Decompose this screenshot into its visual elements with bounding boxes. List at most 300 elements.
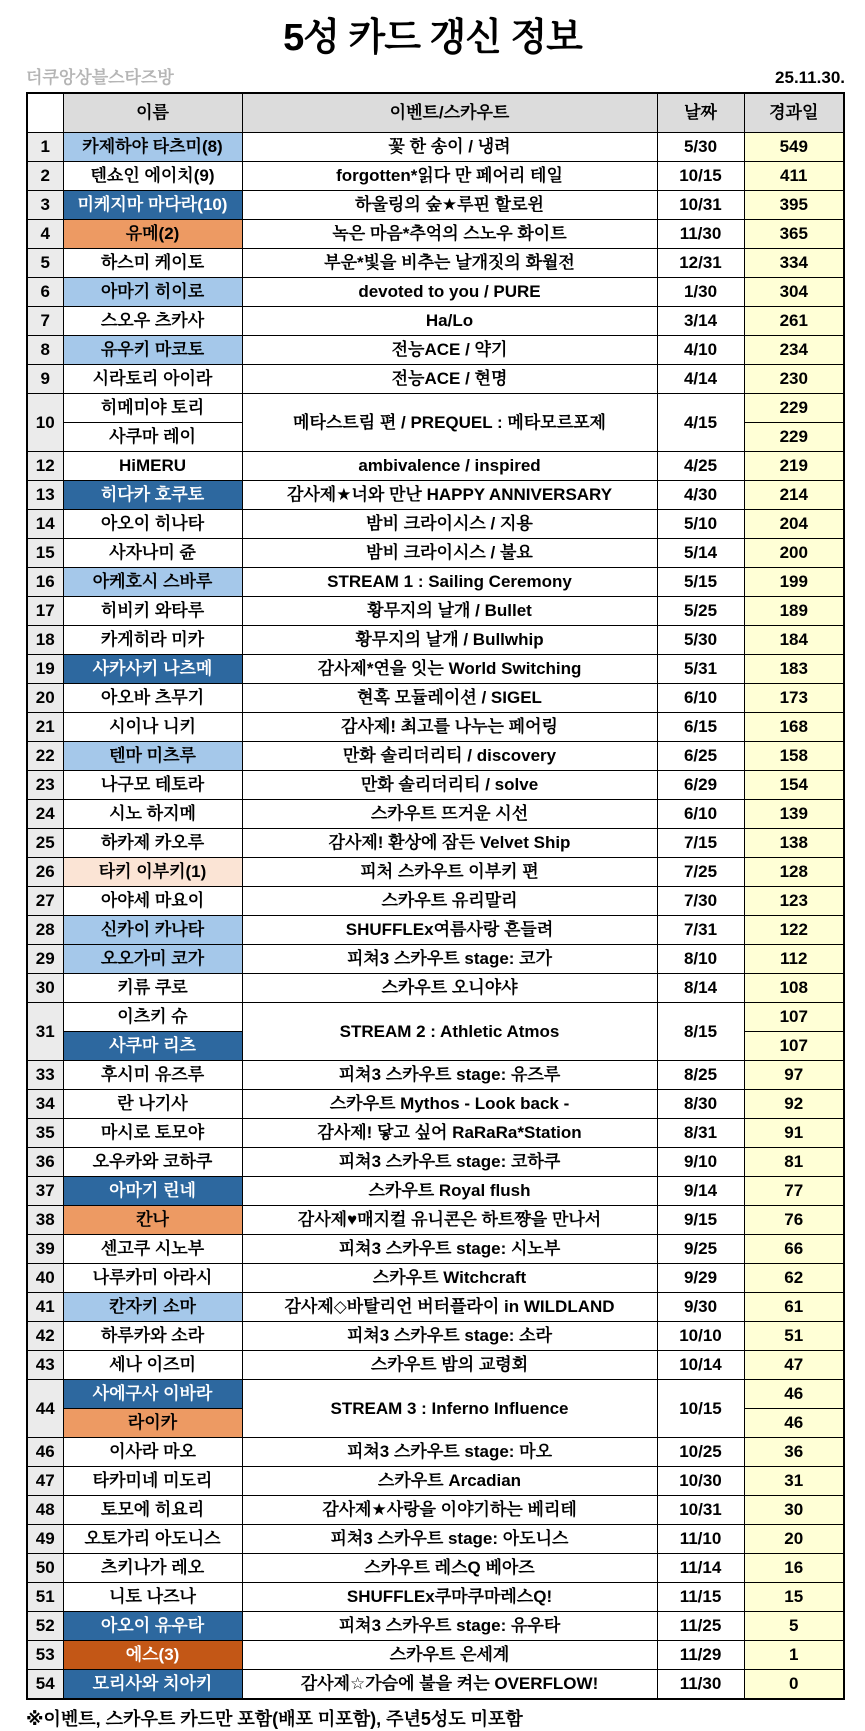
page-title: 5성 카드 갱신 정보 bbox=[283, 17, 582, 59]
row-number-cell: 37 bbox=[27, 1177, 63, 1206]
name-cell: 아마기 히이로 bbox=[63, 278, 242, 307]
event-cell: STREAM 3 : Inferno Influence bbox=[242, 1380, 657, 1438]
name-cell: 오우카와 코하쿠 bbox=[63, 1148, 242, 1177]
name-cell: 세나 이즈미 bbox=[63, 1351, 242, 1380]
table-row bbox=[27, 742, 844, 771]
event-cell: 전능ACE / 약기 bbox=[242, 336, 657, 365]
event-cell: 만화 솔리더리티 / discovery bbox=[242, 742, 657, 771]
event-cell: STREAM 1 : Sailing Ceremony bbox=[242, 568, 657, 597]
event-cell: 황무지의 날개 / Bullwhip bbox=[242, 626, 657, 655]
event-cell: 메타스트림 편 / PREQUEL : 메타모르포제 bbox=[242, 394, 657, 452]
event-cell: 황무지의 날개 / Bullet bbox=[242, 597, 657, 626]
table-row bbox=[27, 568, 844, 597]
name-cell: 카게히라 미카 bbox=[63, 626, 242, 655]
name-cell: 시노 하지메 bbox=[63, 800, 242, 829]
date-cell: 6/10 bbox=[657, 800, 744, 829]
date-cell: 5/15 bbox=[657, 568, 744, 597]
name-cell: 카제하야 타츠미(8) bbox=[63, 133, 242, 162]
date-cell: 4/10 bbox=[657, 336, 744, 365]
row-number-cell: 22 bbox=[27, 742, 63, 771]
table-row bbox=[27, 655, 844, 684]
name-cell: 아야세 마요이 bbox=[63, 887, 242, 916]
name-cell: 사쿠마 리츠 bbox=[63, 1032, 242, 1061]
name-cell: 오토가리 아도니스 bbox=[63, 1525, 242, 1554]
days-cell: 234 bbox=[744, 336, 844, 365]
days-cell: 77 bbox=[744, 1177, 844, 1206]
table-row bbox=[27, 336, 844, 365]
event-cell: 스카우트 은세계 bbox=[242, 1641, 657, 1670]
table-row bbox=[27, 945, 844, 974]
days-cell: 112 bbox=[744, 945, 844, 974]
event-cell: 전능ACE / 현명 bbox=[242, 365, 657, 394]
name-cell: 라이카 bbox=[63, 1409, 242, 1438]
row-number-cell: 28 bbox=[27, 916, 63, 945]
name-cell: 츠키나가 레오 bbox=[63, 1554, 242, 1583]
event-cell: SHUFFLEx여름사랑 흔들려 bbox=[242, 916, 657, 945]
date-cell: 10/14 bbox=[657, 1351, 744, 1380]
table-row bbox=[27, 1438, 844, 1467]
date-cell: 11/15 bbox=[657, 1583, 744, 1612]
row-number-cell: 12 bbox=[27, 452, 63, 481]
name-cell: 스오우 츠카사 bbox=[63, 307, 242, 336]
table-row bbox=[27, 1090, 844, 1119]
row-number-cell: 15 bbox=[27, 539, 63, 568]
days-cell: 411 bbox=[744, 162, 844, 191]
event-cell: 피쳐3 스카우트 stage: 마오 bbox=[242, 1438, 657, 1467]
date-cell: 8/10 bbox=[657, 945, 744, 974]
date-cell: 8/15 bbox=[657, 1003, 744, 1061]
date-cell: 8/31 bbox=[657, 1119, 744, 1148]
row-number-cell: 39 bbox=[27, 1235, 63, 1264]
row-number-cell: 46 bbox=[27, 1438, 63, 1467]
days-cell: 199 bbox=[744, 568, 844, 597]
date-cell: 5/30 bbox=[657, 133, 744, 162]
table-row bbox=[27, 916, 844, 945]
row-number-cell: 18 bbox=[27, 626, 63, 655]
days-cell: 214 bbox=[744, 481, 844, 510]
event-cell: 스카우트 레스Q 베아즈 bbox=[242, 1554, 657, 1583]
table-row bbox=[27, 133, 844, 162]
event-cell: STREAM 2 : Athletic Atmos bbox=[242, 1003, 657, 1061]
event-cell: forgotten*읽다 만 페어리 테일 bbox=[242, 162, 657, 191]
name-cell: 사카사키 나츠메 bbox=[63, 655, 242, 684]
event-cell: 녹은 마음*추억의 스노우 화이트 bbox=[242, 220, 657, 249]
row-number-cell: 14 bbox=[27, 510, 63, 539]
name-cell: 아케호시 스바루 bbox=[63, 568, 242, 597]
row-number-cell: 2 bbox=[27, 162, 63, 191]
date-cell: 7/31 bbox=[657, 916, 744, 945]
date-cell: 10/15 bbox=[657, 1380, 744, 1438]
row-number-cell: 41 bbox=[27, 1293, 63, 1322]
card-table-body bbox=[27, 133, 844, 1700]
name-cell: 토모에 히요리 bbox=[63, 1496, 242, 1525]
days-cell: 138 bbox=[744, 829, 844, 858]
table-row bbox=[27, 365, 844, 394]
days-cell: 92 bbox=[744, 1090, 844, 1119]
name-cell: 미케지마 마다라(10) bbox=[63, 191, 242, 220]
days-cell: 123 bbox=[744, 887, 844, 916]
row-number-cell: 1 bbox=[27, 133, 63, 162]
row-number-cell: 26 bbox=[27, 858, 63, 887]
row-number-cell: 8 bbox=[27, 336, 63, 365]
name-cell: 이사라 마오 bbox=[63, 1438, 242, 1467]
row-number-cell: 31 bbox=[27, 1003, 63, 1061]
date-cell: 6/10 bbox=[657, 684, 744, 713]
days-cell: 184 bbox=[744, 626, 844, 655]
table-row bbox=[27, 800, 844, 829]
days-cell: 122 bbox=[744, 916, 844, 945]
table-row bbox=[27, 278, 844, 307]
name-cell: 하스미 케이토 bbox=[63, 249, 242, 278]
row-number-cell: 3 bbox=[27, 191, 63, 220]
name-cell: 아오바 츠무기 bbox=[63, 684, 242, 713]
days-cell: 219 bbox=[744, 452, 844, 481]
name-cell: 사에구사 이바라 bbox=[63, 1380, 242, 1409]
days-cell: 204 bbox=[744, 510, 844, 539]
name-cell: HiMERU bbox=[63, 452, 242, 481]
days-cell: 81 bbox=[744, 1148, 844, 1177]
row-number-cell: 21 bbox=[27, 713, 63, 742]
name-cell: 아마기 린네 bbox=[63, 1177, 242, 1206]
date-cell: 8/30 bbox=[657, 1090, 744, 1119]
table-row bbox=[27, 1351, 844, 1380]
table-row bbox=[27, 1003, 844, 1032]
row-number-cell: 44 bbox=[27, 1380, 63, 1438]
row-number-cell: 48 bbox=[27, 1496, 63, 1525]
header-name: 이름 bbox=[63, 93, 242, 133]
footer-note: ※이벤트, 스카우트 카드만 포함(배포 미포함), 주년5성도 미포함 bbox=[26, 1709, 523, 1729]
days-cell: 46 bbox=[744, 1380, 844, 1409]
event-cell: 스카우트 밤의 교령회 bbox=[242, 1351, 657, 1380]
date-cell: 10/31 bbox=[657, 191, 744, 220]
event-cell: ambivalence / inspired bbox=[242, 452, 657, 481]
days-cell: 107 bbox=[744, 1003, 844, 1032]
row-number-cell: 52 bbox=[27, 1612, 63, 1641]
days-cell: 139 bbox=[744, 800, 844, 829]
row-number-cell: 51 bbox=[27, 1583, 63, 1612]
date-cell: 5/25 bbox=[657, 597, 744, 626]
table-row bbox=[27, 887, 844, 916]
row-number-cell: 54 bbox=[27, 1670, 63, 1700]
days-cell: 1 bbox=[744, 1641, 844, 1670]
event-cell: 피쳐3 스카우트 stage: 소라 bbox=[242, 1322, 657, 1351]
card-renewal-table bbox=[26, 92, 845, 1700]
days-cell: 31 bbox=[744, 1467, 844, 1496]
table-row bbox=[27, 1061, 844, 1090]
days-cell: 46 bbox=[744, 1409, 844, 1438]
row-number-cell: 17 bbox=[27, 597, 63, 626]
date-cell: 11/30 bbox=[657, 1670, 744, 1700]
row-number-cell: 5 bbox=[27, 249, 63, 278]
name-cell: 나구모 테토라 bbox=[63, 771, 242, 800]
table-row bbox=[27, 597, 844, 626]
date-cell: 10/30 bbox=[657, 1467, 744, 1496]
event-cell: 스카우트 뜨거운 시선 bbox=[242, 800, 657, 829]
row-number-cell: 53 bbox=[27, 1641, 63, 1670]
row-number-cell: 10 bbox=[27, 394, 63, 452]
days-cell: 304 bbox=[744, 278, 844, 307]
name-cell: 칸자키 소마 bbox=[63, 1293, 242, 1322]
table-row bbox=[27, 858, 844, 887]
table-row bbox=[27, 974, 844, 1003]
event-cell: 현혹 모듈레이션 / SIGEL bbox=[242, 684, 657, 713]
date-cell: 12/31 bbox=[657, 249, 744, 278]
table-row bbox=[27, 220, 844, 249]
table-row bbox=[27, 481, 844, 510]
days-cell: 200 bbox=[744, 539, 844, 568]
date-cell: 8/25 bbox=[657, 1061, 744, 1090]
days-cell: 15 bbox=[744, 1583, 844, 1612]
event-cell: 피쳐3 스카우트 stage: 시노부 bbox=[242, 1235, 657, 1264]
event-cell: Ha/Lo bbox=[242, 307, 657, 336]
event-cell: 스카우트 Royal flush bbox=[242, 1177, 657, 1206]
days-cell: 158 bbox=[744, 742, 844, 771]
table-row bbox=[27, 1641, 844, 1670]
name-cell: 유메(2) bbox=[63, 220, 242, 249]
row-number-cell: 20 bbox=[27, 684, 63, 713]
name-cell: 시라토리 아이라 bbox=[63, 365, 242, 394]
header-row-number bbox=[27, 93, 63, 133]
name-cell: 히비키 와타루 bbox=[63, 597, 242, 626]
days-cell: 97 bbox=[744, 1061, 844, 1090]
event-cell: 스카우트 오니야샤 bbox=[242, 974, 657, 1003]
event-cell: 스카우트 Arcadian bbox=[242, 1467, 657, 1496]
meta-row bbox=[26, 63, 845, 88]
event-cell: 피쳐3 스카우트 stage: 코가 bbox=[242, 945, 657, 974]
event-cell: 피쳐3 스카우트 stage: 아도니스 bbox=[242, 1525, 657, 1554]
row-number-cell: 33 bbox=[27, 1061, 63, 1090]
date-cell: 5/31 bbox=[657, 655, 744, 684]
date-cell: 4/30 bbox=[657, 481, 744, 510]
table-row bbox=[27, 829, 844, 858]
event-cell: 만화 솔리더리티 / solve bbox=[242, 771, 657, 800]
event-cell: 꽃 한 송이 / 냉려 bbox=[242, 133, 657, 162]
row-number-cell: 23 bbox=[27, 771, 63, 800]
name-cell: 칸나 bbox=[63, 1206, 242, 1235]
table-row bbox=[27, 249, 844, 278]
name-cell: 하루카와 소라 bbox=[63, 1322, 242, 1351]
name-cell: 타카미네 미도리 bbox=[63, 1467, 242, 1496]
days-cell: 30 bbox=[744, 1496, 844, 1525]
event-cell: 감사제★너와 만난 HAPPY ANNIVERSARY bbox=[242, 481, 657, 510]
name-cell: 마시로 토모야 bbox=[63, 1119, 242, 1148]
days-cell: 20 bbox=[744, 1525, 844, 1554]
event-cell: 감사제♥매지컬 유니콘은 하트쨩을 만나서 bbox=[242, 1206, 657, 1235]
name-cell: 텐마 미츠루 bbox=[63, 742, 242, 771]
date-cell: 9/25 bbox=[657, 1235, 744, 1264]
row-number-cell: 35 bbox=[27, 1119, 63, 1148]
event-cell: 피쳐3 스카우트 stage: 유우타 bbox=[242, 1612, 657, 1641]
name-cell: 하카제 카오루 bbox=[63, 829, 242, 858]
name-cell: 나루카미 아라시 bbox=[63, 1264, 242, 1293]
name-cell: 타키 이부키(1) bbox=[63, 858, 242, 887]
row-number-cell: 19 bbox=[27, 655, 63, 684]
event-cell: 하울링의 숲★루핀 할로윈 bbox=[242, 191, 657, 220]
name-cell: 유우키 마코토 bbox=[63, 336, 242, 365]
row-number-cell: 36 bbox=[27, 1148, 63, 1177]
days-cell: 168 bbox=[744, 713, 844, 742]
date-cell: 4/15 bbox=[657, 394, 744, 452]
event-cell: 밤비 크라이시스 / 지용 bbox=[242, 510, 657, 539]
date-cell: 11/29 bbox=[657, 1641, 744, 1670]
days-cell: 62 bbox=[744, 1264, 844, 1293]
name-cell: 시이나 니키 bbox=[63, 713, 242, 742]
days-cell: 183 bbox=[744, 655, 844, 684]
table-row bbox=[27, 1264, 844, 1293]
event-cell: 스카우트 Mythos - Look back - bbox=[242, 1090, 657, 1119]
event-cell: 부운*빛을 비추는 날개짓의 화월전 bbox=[242, 249, 657, 278]
event-cell: 감사제! 최고를 나누는 페어링 bbox=[242, 713, 657, 742]
date-cell: 9/29 bbox=[657, 1264, 744, 1293]
date-cell: 1/30 bbox=[657, 278, 744, 307]
days-cell: 51 bbox=[744, 1322, 844, 1351]
table-row bbox=[27, 1119, 844, 1148]
row-number-cell: 13 bbox=[27, 481, 63, 510]
name-cell: 사쿠마 레이 bbox=[63, 423, 242, 452]
row-number-cell: 6 bbox=[27, 278, 63, 307]
row-number-cell: 25 bbox=[27, 829, 63, 858]
table-row bbox=[27, 1148, 844, 1177]
date-cell: 10/10 bbox=[657, 1322, 744, 1351]
days-cell: 108 bbox=[744, 974, 844, 1003]
table-row bbox=[27, 1467, 844, 1496]
date-cell: 5/30 bbox=[657, 626, 744, 655]
table-row bbox=[27, 684, 844, 713]
date-cell: 11/14 bbox=[657, 1554, 744, 1583]
date-cell: 5/14 bbox=[657, 539, 744, 568]
date-cell: 6/25 bbox=[657, 742, 744, 771]
date-cell: 10/31 bbox=[657, 1496, 744, 1525]
row-number-cell: 49 bbox=[27, 1525, 63, 1554]
table-row bbox=[27, 1177, 844, 1206]
name-cell: 니토 나즈나 bbox=[63, 1583, 242, 1612]
days-cell: 107 bbox=[744, 1032, 844, 1061]
row-number-cell: 4 bbox=[27, 220, 63, 249]
table-row bbox=[27, 1380, 844, 1409]
date-cell: 5/10 bbox=[657, 510, 744, 539]
date-cell: 11/25 bbox=[657, 1612, 744, 1641]
days-cell: 261 bbox=[744, 307, 844, 336]
header-row bbox=[27, 93, 844, 133]
name-cell: 키류 쿠로 bbox=[63, 974, 242, 1003]
date-cell: 9/14 bbox=[657, 1177, 744, 1206]
table-row bbox=[27, 1554, 844, 1583]
event-cell: 밤비 크라이시스 / 불요 bbox=[242, 539, 657, 568]
date-cell: 7/15 bbox=[657, 829, 744, 858]
event-cell: 감사제*연을 잇는 World Switching bbox=[242, 655, 657, 684]
table-row bbox=[27, 394, 844, 423]
days-cell: 76 bbox=[744, 1206, 844, 1235]
name-cell: 오오가미 코가 bbox=[63, 945, 242, 974]
days-cell: 154 bbox=[744, 771, 844, 800]
event-cell: 스카우트 유리말리 bbox=[242, 887, 657, 916]
date-cell: 11/30 bbox=[657, 220, 744, 249]
days-cell: 128 bbox=[744, 858, 844, 887]
date-cell: 3/14 bbox=[657, 307, 744, 336]
table-row bbox=[27, 626, 844, 655]
name-cell: 사자나미 쥰 bbox=[63, 539, 242, 568]
event-cell: 피처 스카우트 이부키 편 bbox=[242, 858, 657, 887]
days-cell: 173 bbox=[744, 684, 844, 713]
table-row bbox=[27, 1235, 844, 1264]
date-cell: 8/14 bbox=[657, 974, 744, 1003]
table-row bbox=[27, 307, 844, 336]
row-number-cell: 43 bbox=[27, 1351, 63, 1380]
event-cell: 피쳐3 스카우트 stage: 유즈루 bbox=[242, 1061, 657, 1090]
report-date-label: 25.11.30. bbox=[775, 68, 845, 87]
table-row bbox=[27, 713, 844, 742]
days-cell: 395 bbox=[744, 191, 844, 220]
name-cell: 텐쇼인 에이치(9) bbox=[63, 162, 242, 191]
table-row bbox=[27, 1496, 844, 1525]
row-number-cell: 34 bbox=[27, 1090, 63, 1119]
name-cell: 란 나기사 bbox=[63, 1090, 242, 1119]
row-number-cell: 30 bbox=[27, 974, 63, 1003]
days-cell: 549 bbox=[744, 133, 844, 162]
event-cell: 감사제☆가슴에 불을 켜는 OVERFLOW! bbox=[242, 1670, 657, 1700]
days-cell: 365 bbox=[744, 220, 844, 249]
table-row bbox=[27, 1322, 844, 1351]
row-number-cell: 38 bbox=[27, 1206, 63, 1235]
date-cell: 4/14 bbox=[657, 365, 744, 394]
name-cell: 에스(3) bbox=[63, 1641, 242, 1670]
days-cell: 16 bbox=[744, 1554, 844, 1583]
row-number-cell: 16 bbox=[27, 568, 63, 597]
name-cell: 히다카 호쿠토 bbox=[63, 481, 242, 510]
name-cell: 아오이 히나타 bbox=[63, 510, 242, 539]
days-cell: 229 bbox=[744, 394, 844, 423]
table-row bbox=[27, 452, 844, 481]
event-cell: 감사제◇바탈리언 버터플라이 in WILDLAND bbox=[242, 1293, 657, 1322]
date-cell: 6/29 bbox=[657, 771, 744, 800]
date-cell: 7/25 bbox=[657, 858, 744, 887]
event-cell: 감사제! 닿고 싶어 RaRaRa*Station bbox=[242, 1119, 657, 1148]
table-row bbox=[27, 1670, 844, 1700]
date-cell: 10/15 bbox=[657, 162, 744, 191]
table-row bbox=[27, 1206, 844, 1235]
row-number-cell: 24 bbox=[27, 800, 63, 829]
days-cell: 229 bbox=[744, 423, 844, 452]
date-cell: 9/10 bbox=[657, 1148, 744, 1177]
name-cell: 센고쿠 시노부 bbox=[63, 1235, 242, 1264]
row-number-cell: 27 bbox=[27, 887, 63, 916]
header-date: 날짜 bbox=[657, 93, 744, 133]
table-row bbox=[27, 1612, 844, 1641]
table-row bbox=[27, 162, 844, 191]
event-cell: 피쳐3 스카우트 stage: 코하쿠 bbox=[242, 1148, 657, 1177]
date-cell: 9/15 bbox=[657, 1206, 744, 1235]
row-number-cell: 42 bbox=[27, 1322, 63, 1351]
name-cell: 아오이 유우타 bbox=[63, 1612, 242, 1641]
days-cell: 230 bbox=[744, 365, 844, 394]
name-cell: 히메미야 토리 bbox=[63, 394, 242, 423]
table-row bbox=[27, 1293, 844, 1322]
row-number-cell: 50 bbox=[27, 1554, 63, 1583]
days-cell: 61 bbox=[744, 1293, 844, 1322]
row-number-cell: 7 bbox=[27, 307, 63, 336]
date-cell: 11/10 bbox=[657, 1525, 744, 1554]
table-row bbox=[27, 1525, 844, 1554]
name-cell: 후시미 유즈루 bbox=[63, 1061, 242, 1090]
days-cell: 36 bbox=[744, 1438, 844, 1467]
header-event: 이벤트/스카우트 bbox=[242, 93, 657, 133]
days-cell: 334 bbox=[744, 249, 844, 278]
event-cell: 감사제★사랑을 이야기하는 베리테 bbox=[242, 1496, 657, 1525]
table-row bbox=[27, 539, 844, 568]
event-cell: 스카우트 Witchcraft bbox=[242, 1264, 657, 1293]
row-number-cell: 47 bbox=[27, 1467, 63, 1496]
event-cell: 감사제! 환상에 잠든 Velvet Ship bbox=[242, 829, 657, 858]
